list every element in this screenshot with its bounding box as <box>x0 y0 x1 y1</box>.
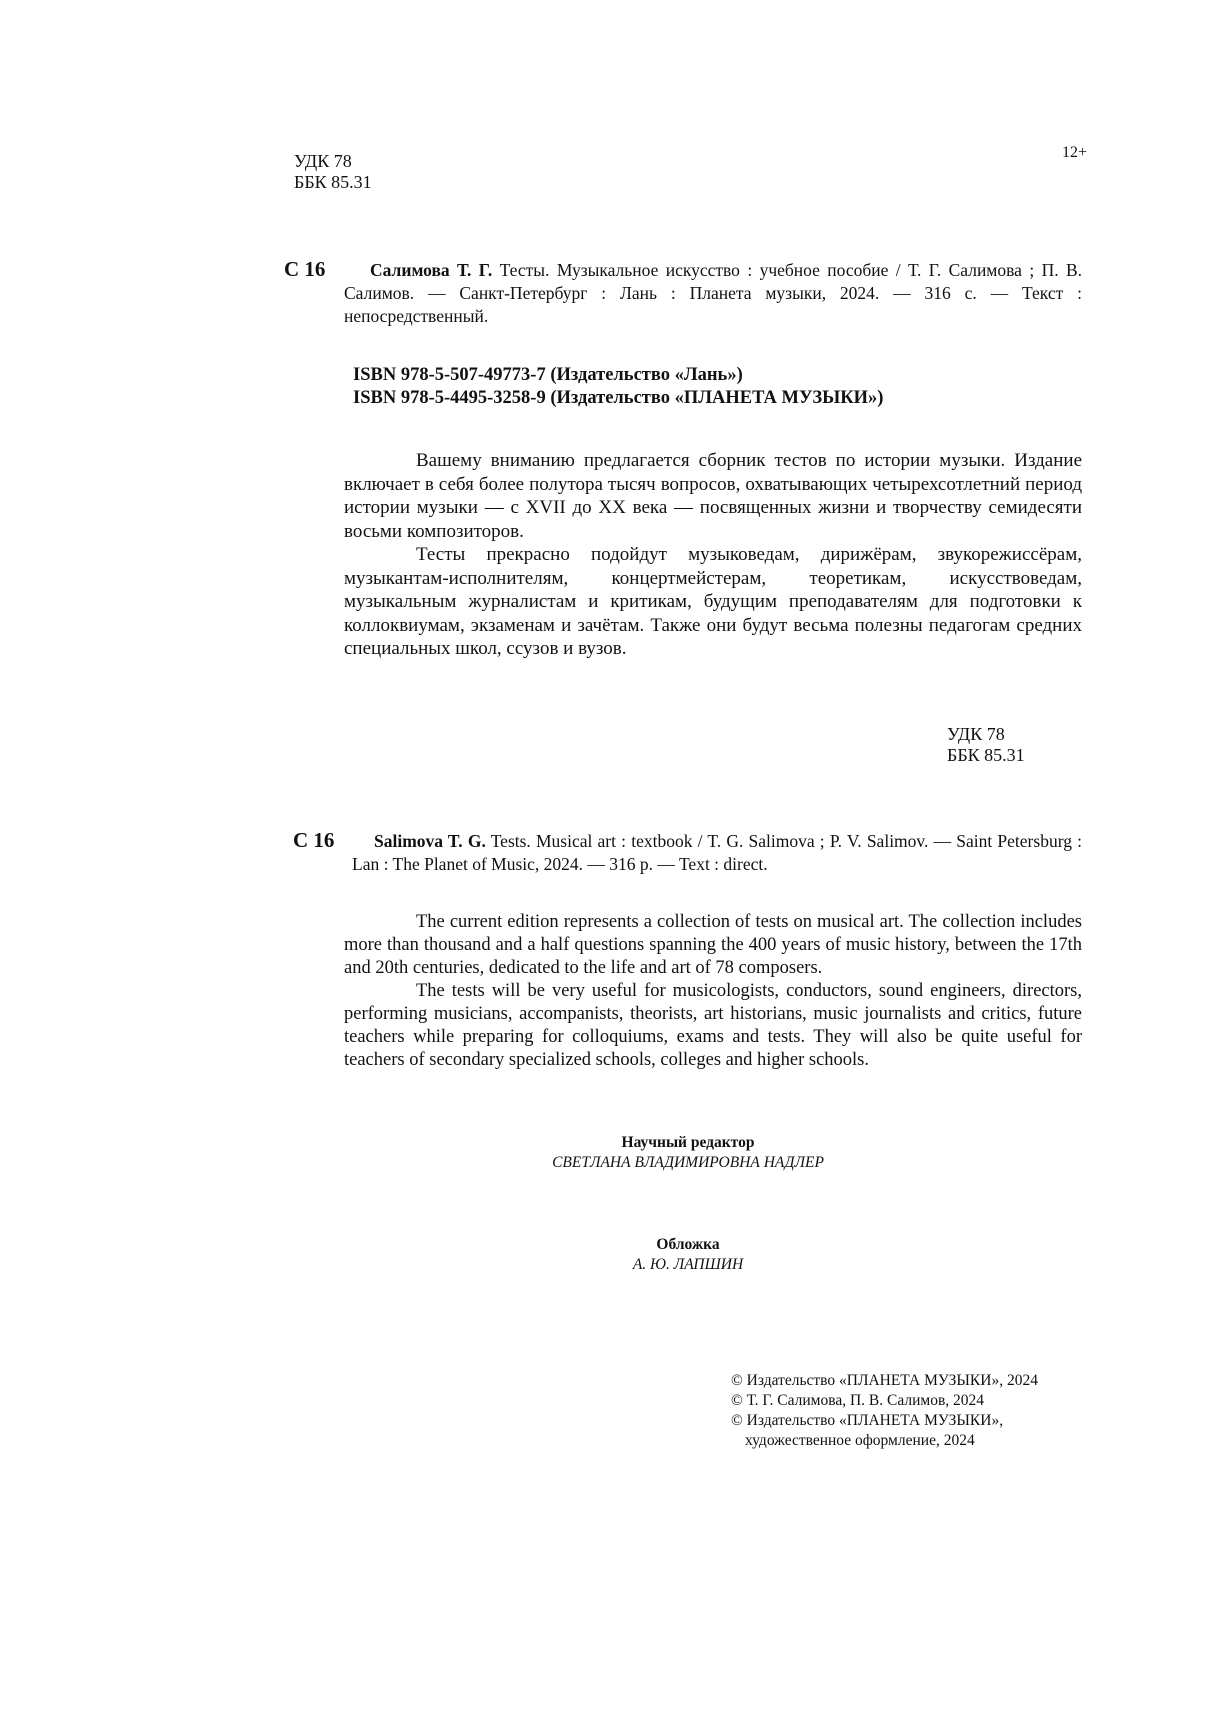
cover-name: А. Ю. ЛАПШИН <box>632 1256 744 1273</box>
annotation-ru-paragraph: Вашему вниманию предлагается сборник тестов по истории музыки. Издание включает в себя более полутора тысяч вопросов, охватывающих четырехсотлетний период истории музыки — с XVII до XX века — посвященных жизни и творчеству семидесяти восьми композиторов. <box>344 450 1082 542</box>
copyright-block <box>731 1371 1038 1451</box>
copyright-line: © Т. Г. Салимова, П. В. Салимов, 2024 <box>731 1392 985 1409</box>
author-mark-ru: С 16 <box>284 257 326 281</box>
record-description-en: Tests. Musical art : textbook / T. G. Salimova ; P. V. Salimov. — Saint Petersburg : Lan : The Planet of Music, 2024. — 316 p. — Text : direct. <box>352 831 1082 874</box>
editor-role: Научный редактор <box>621 1134 755 1151</box>
udk-second <box>947 724 1025 766</box>
annotation-ru-paragraph: Тесты прекрасно подойдут музыковедам, дирижёрам, звукорежиссёрам, музыкантам-исполнителям, концертмейстерам, теоретикам, искусствоведам, музыкальным журналистам и критикам, будущим преподавателям для подготовки к коллоквиумам, экзаменам и зачётам. Также они будут весьма полезны педагогам средних специальных школ, ссузов и вузов. <box>344 544 1082 659</box>
author-name-ru: Салимова Т. Г. <box>370 260 493 280</box>
bibliographic-record-ru <box>344 259 1082 328</box>
cover-role: Обложка <box>656 1236 720 1253</box>
editor-name: СВЕТЛАНА ВЛАДИМИРОВНА НАДЛЕР <box>552 1154 824 1171</box>
isbn-list <box>353 364 883 410</box>
copyright-line: © Издательство «ПЛАНЕТА МУЗЫКИ», 2024 <box>731 1372 1038 1389</box>
annotation-en <box>344 911 1082 1072</box>
copyright-line: © Издательство «ПЛАНЕТА МУЗЫКИ», <box>731 1412 1004 1429</box>
udk-code-second: УДК 78 <box>947 724 1005 744</box>
age-rating-badge: 12+ <box>1062 144 1088 161</box>
udk-code: УДК 78 <box>294 151 352 171</box>
bibliographic-record-en <box>352 830 1082 876</box>
annotation-en-paragraph: The current edition represents a collection of tests on musical art. The collection includes more than thousand and a half questions spanning the 400 years of music history, between the 17th and 20th centuries, dedicated to the life and art of 78 composers. <box>344 912 1082 978</box>
record-description-ru: Тесты. Музыкальное искусство : учебное пособие / Т. Г. Салимова ; П. В. Салимов. — Санкт-Петербург : Лань : Планета музыки, 2024. — 316 с. — Текст : непосредственный. <box>344 260 1083 326</box>
scientific-editor <box>488 1133 888 1173</box>
bbk-code-second: ББК 85.31 <box>947 745 1025 765</box>
annotation-en-paragraph: The tests will be very useful for musicologists, conductors, sound engineers, directors, performing musicians, accompanists, theorists, art historians, music journalists and critics, future teachers while preparing for colloquiums, exams and tests. They will also be quite useful for teachers of secondary specialized schools, colleges and higher schools. <box>344 981 1082 1070</box>
isbn-lan: ISBN 978-5-507-49773-7 (Издательство «Лань») <box>353 365 743 385</box>
cover-designer <box>488 1235 888 1275</box>
annotation-ru <box>344 449 1082 661</box>
author-name-en: Salimova T. G. <box>374 831 486 851</box>
copyright-line: художественное оформление, 2024 <box>745 1432 975 1449</box>
udk-header <box>294 151 372 193</box>
bbk-code: ББК 85.31 <box>294 172 372 192</box>
isbn-planeta: ISBN 978-5-4495-3258-9 (Издательство «ПЛАНЕТА МУЗЫКИ») <box>353 388 884 408</box>
author-mark-en: С 16 <box>293 828 335 852</box>
